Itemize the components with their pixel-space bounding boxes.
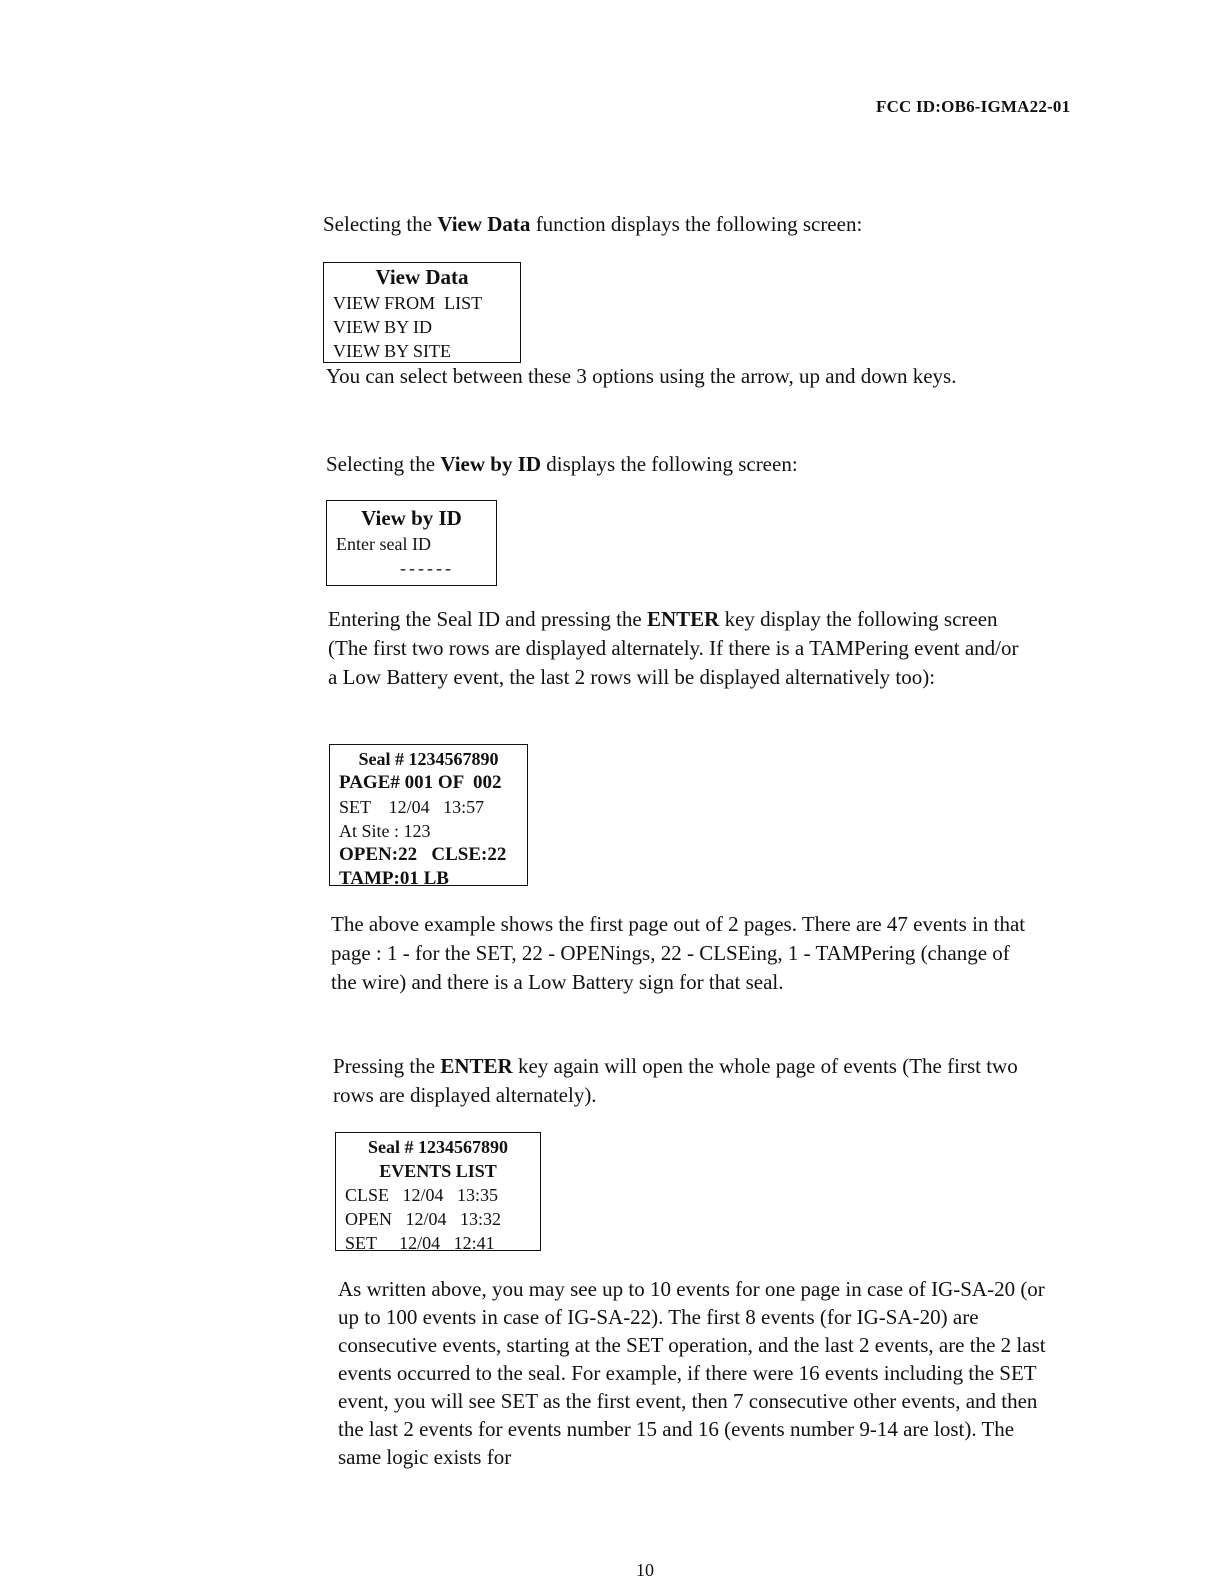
- open-close-count-line: OPEN:22 CLSE:22: [339, 844, 507, 865]
- enter-seal-id-prompt: Enter seal ID: [336, 534, 431, 554]
- seal-number-line: Seal # 1234567890: [367, 1137, 508, 1157]
- view-data-screen: [323, 262, 521, 363]
- event-row: CLSE 12/04 13:35: [345, 1185, 499, 1205]
- paragraph-view-by-id-intro: Selecting the View by ID displays the following screen:: [326, 452, 798, 476]
- page-number: 10: [636, 1560, 654, 1580]
- events-list-screen: [335, 1132, 541, 1251]
- bold-view-by-id: View by ID: [440, 452, 542, 476]
- bold-enter-key-again: ENTER: [440, 1054, 513, 1078]
- view-by-id-screen-title: View by ID: [361, 506, 462, 530]
- event-row: SET 12/04 12:41: [345, 1233, 495, 1253]
- paragraph-events-limit: As written above, you may see up to 10 events for one page in case of IG-SA-20 (or up to 100 events in case of IG-SA-22). The first 8 events (for IG-SA-20) are consecutive events, starting at the SET operation, and the last 2 events, are the 2 last events occurred to the seal. For example, if there were 16 events including the SET event, you will see SET as the first event, then 7 consecutive other events, and then the last 2 events for events number 15 and 16 (events number 9-14 are lost). The same logic exists for: [338, 1277, 1046, 1469]
- seal-id-entry-placeholder: ------: [400, 558, 454, 578]
- paragraph-enter-again: Pressing the ENTER key again will open the whole page of events (The first two rows are displayed alternately).: [333, 1054, 1018, 1107]
- bold-view-data: View Data: [437, 212, 531, 236]
- events-list-title: EVENTS LIST: [379, 1161, 497, 1181]
- view-data-screen-title: View Data: [375, 265, 469, 289]
- page-number-line: PAGE# 001 OF 002: [339, 772, 502, 793]
- view-by-id-screen: [326, 500, 497, 586]
- event-row: OPEN 12/04 13:32: [345, 1209, 502, 1229]
- paragraph-select-options: You can select between these 3 options using the arrow, up and down keys.: [326, 364, 957, 388]
- fcc-id-header: FCC ID:OB6-IGMA22-01: [876, 97, 1071, 116]
- paragraph-entering-seal-id: Entering the Seal ID and pressing the ENTER key display the following screen (The first two rows are displayed alternately. If there is a TAMPering event and/or a Low Battery event, the last 2 rows will be displayed alternatively too):: [328, 607, 1019, 689]
- paragraph-example-explanation: The above example shows the first page out of 2 pages. There are 47 events in that page : 1 - for the SET, 22 - OPENings, 22 - CLSEing, 1 - TAMPering (change of the wire) and there is a Low Battery sign for that seal.: [331, 912, 1026, 994]
- set-event-line: SET 12/04 13:57: [339, 797, 485, 817]
- view-data-option: VIEW BY SITE: [333, 341, 451, 361]
- paragraph-view-data-intro: Selecting the View Data function displays the following screen:: [323, 212, 863, 236]
- view-data-option: VIEW BY ID: [333, 317, 432, 337]
- seal-summary-screen: [329, 744, 528, 889]
- tamper-lowbattery-line: TAMP:01 LB: [339, 868, 449, 889]
- view-data-option: VIEW FROM LIST: [333, 293, 483, 313]
- bold-enter-key: ENTER: [647, 607, 720, 631]
- seal-number-line: Seal # 1234567890: [358, 749, 499, 769]
- site-line: At Site : 123: [339, 821, 431, 841]
